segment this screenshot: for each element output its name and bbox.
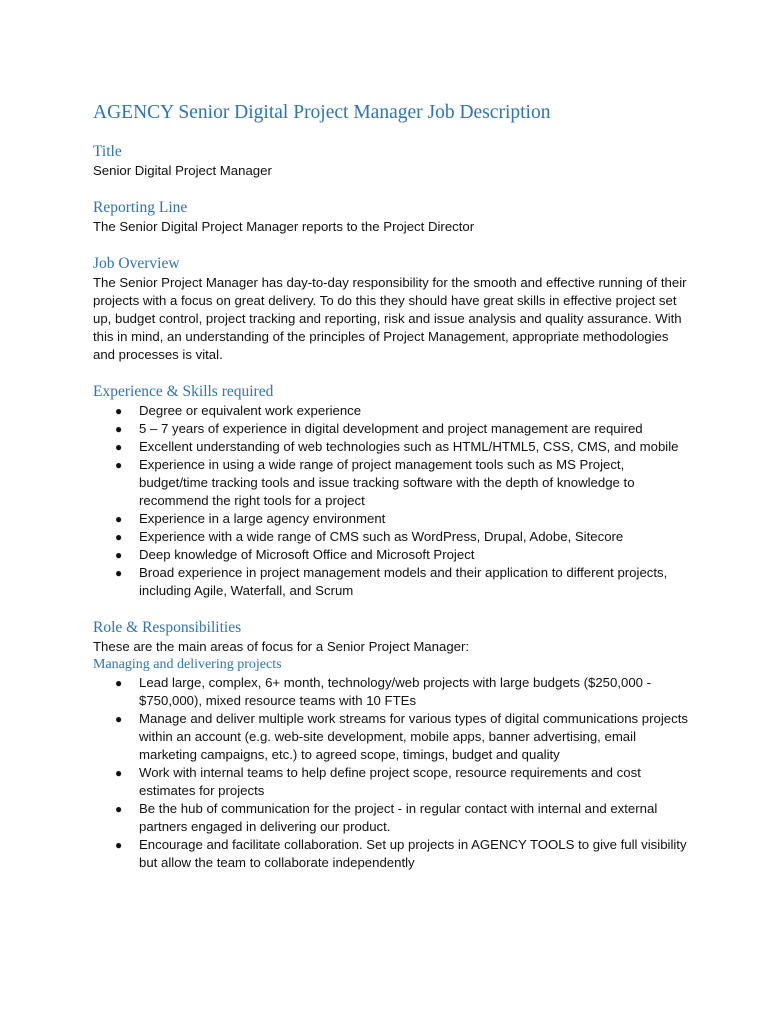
list-item-text: Lead large, complex, 6+ month, technology/web projects with large budgets ($250,000 - $750,000), mixed resource teams with 10 FTEs	[139, 675, 652, 708]
section-reporting-line	[93, 198, 693, 236]
document-page	[93, 100, 693, 890]
managing-projects-list	[93, 674, 693, 872]
bullet-icon: ●	[115, 548, 123, 562]
job-overview-body: The Senior Project Manager has day-to-day responsibility for the smooth and effective running of their projects with a focus on great delivery. To do this they should have great skills in effective project set up, budget control, project tracking and reporting, risk and issue analysis and quality assurance. With this in mind, an understanding of the principles of Project Management, appropriate methodologies and processes is vital.	[93, 275, 687, 362]
bullet-icon: ●	[115, 766, 123, 780]
bullet-icon: ●	[115, 440, 123, 454]
bullet-icon: ●	[115, 676, 123, 690]
list-item-text: Work with internal teams to help define project scope, resource requirements and cost estimates for projects	[139, 765, 641, 798]
section-heading-role-responsibilities: Role & Responsibilities	[93, 619, 242, 636]
list-item-text: Be the hub of communication for the project - in regular contact with internal and external partners engaged in delivering our product.	[139, 801, 658, 834]
list-item	[93, 438, 693, 456]
bullet-icon: ●	[115, 802, 123, 816]
bullet-icon: ●	[115, 838, 123, 852]
bullet-icon: ●	[115, 422, 123, 436]
section-heading-job-overview: Job Overview	[93, 255, 180, 272]
list-item-text: Experience in using a wide range of project management tools such as MS Project, budget/time tracking tools and issue tracking software with the depth of knowledge to recommend the right tools for a project	[139, 457, 635, 508]
list-item	[93, 710, 693, 764]
list-item-text: Excellent understanding of web technologies such as HTML/HTML5, CSS, CMS, and mobile	[139, 439, 679, 454]
list-item	[93, 836, 693, 872]
list-item	[93, 528, 693, 546]
section-job-overview	[93, 254, 693, 364]
list-item	[93, 674, 693, 710]
list-item	[93, 546, 693, 564]
section-experience-skills	[93, 382, 693, 600]
section-heading-experience-skills: Experience & Skills required	[93, 383, 274, 400]
list-item-text: Manage and deliver multiple work streams for various types of digital communications projects within an account (e.g. web-site development, mobile apps, banner advertising, email marketing campaigns, etc.) to agreed scope, timings, budget and quality	[139, 711, 688, 762]
list-item	[93, 764, 693, 800]
list-item-text: Broad experience in project management models and their application to different projects, including Agile, Waterfall, and Scrum	[139, 565, 668, 598]
list-item-text: Deep knowledge of Microsoft Office and Microsoft Project	[139, 547, 475, 562]
bullet-icon: ●	[115, 566, 123, 580]
list-item	[93, 420, 693, 438]
list-item-text: Degree or equivalent work experience	[139, 403, 362, 418]
title-body: Senior Digital Project Manager	[93, 163, 272, 178]
experience-skills-list	[93, 402, 693, 600]
list-item	[93, 564, 693, 600]
role-responsibilities-intro: These are the main areas of focus for a Senior Project Manager:	[93, 639, 470, 654]
section-heading-reporting-line: Reporting Line	[93, 199, 188, 216]
list-item	[93, 402, 693, 420]
list-item	[93, 456, 693, 510]
list-item-text: Experience in a large agency environment	[139, 511, 386, 526]
list-item	[93, 800, 693, 836]
section-heading-title: Title	[93, 143, 122, 160]
list-item-text: Encourage and facilitate collaboration. Set up projects in AGENCY TOOLS to give full visibility but allow the team to collaborate independently	[139, 837, 687, 870]
bullet-icon: ●	[115, 458, 123, 472]
list-item	[93, 510, 693, 528]
bullet-icon: ●	[115, 712, 123, 726]
document-title: AGENCY Senior Digital Project Manager Job Description	[93, 102, 551, 123]
bullet-icon: ●	[115, 404, 123, 418]
subsection-heading-managing-projects: Managing and delivering projects	[93, 657, 282, 672]
list-item-text: Experience with a wide range of CMS such as WordPress, Drupal, Adobe, Sitecore	[139, 529, 624, 544]
list-item-text: 5 – 7 years of experience in digital development and project management are required	[139, 421, 643, 436]
section-role-responsibilities	[93, 618, 693, 872]
bullet-icon: ●	[115, 512, 123, 526]
section-title	[93, 142, 693, 180]
reporting-line-body: The Senior Digital Project Manager reports to the Project Director	[93, 219, 475, 234]
bullet-icon: ●	[115, 530, 123, 544]
